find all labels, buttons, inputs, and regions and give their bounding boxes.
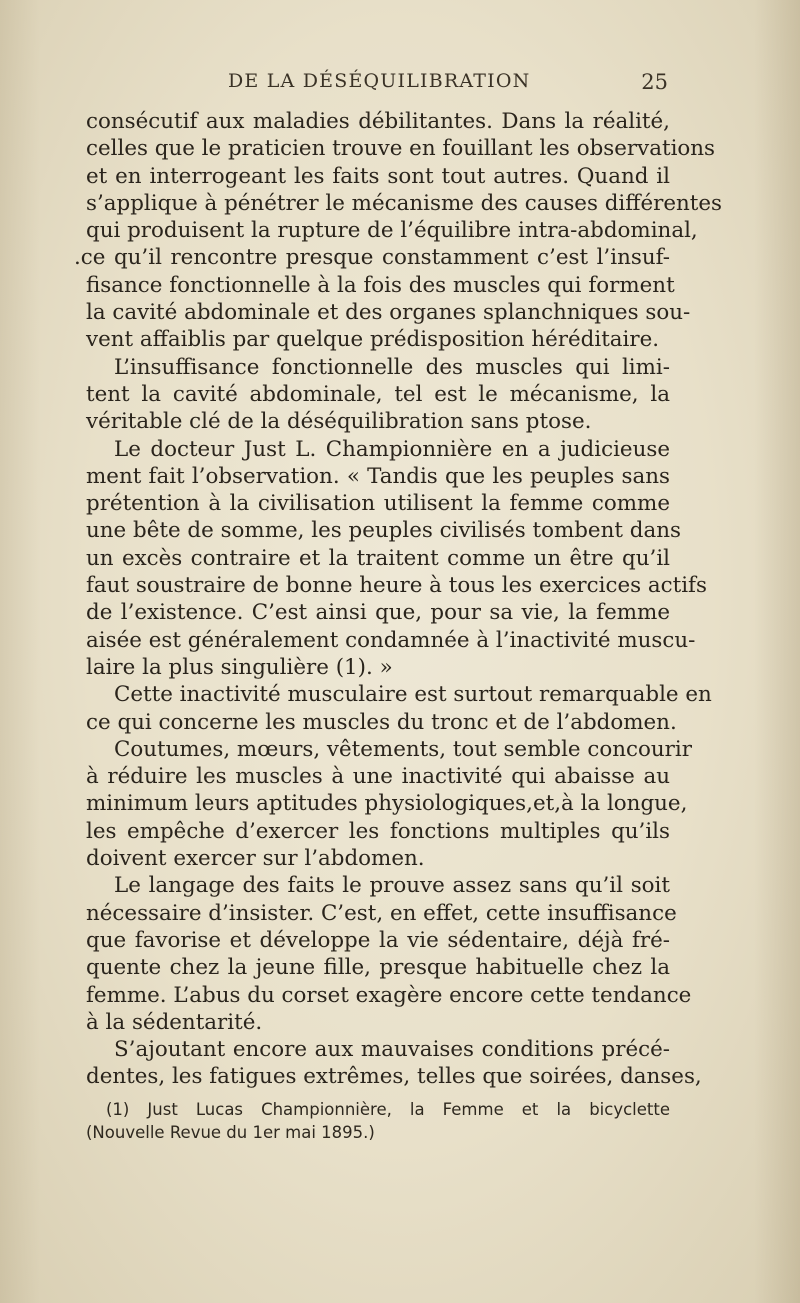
text-line: doivent exercer sur l’abdomen.	[86, 846, 425, 872]
text-line: nécessaire d’insister. C’est, en effet, cette insuffisance	[86, 900, 677, 926]
page-shadow-right	[754, 0, 800, 1303]
text-line: un excès contraire et la traitent comme un être qu’il	[86, 545, 670, 571]
text-line: de l’existence. C’est ainsi que, pour sa vie, la femme	[86, 600, 670, 626]
footnote	[86, 1098, 670, 1144]
text-line: s’applique à pénétrer le mécanisme des causes différentes	[86, 190, 723, 216]
text-line: à la sédentarité.	[86, 1009, 263, 1035]
text-line: aisée est généralement condamnée à l’inactivité muscu-	[86, 627, 696, 653]
footnote-line: (Nouvelle Revue du 1er mai 1895.)	[86, 1123, 375, 1142]
text-line: tent la cavité abdominale, tel est le mécanisme, la	[86, 381, 670, 407]
text-line: que favorise et développe la vie sédentaire, déjà fré-	[86, 927, 670, 953]
text-line: ment fait l’observation. « Tandis que les peuples sans	[86, 463, 670, 489]
text-line: véritable clé de la déséquilibration sans ptose.	[86, 409, 592, 435]
text-line: Cette inactivité musculaire est surtout remarquable en	[114, 682, 712, 708]
text-line: prétention à la civilisation utilisent la femme comme	[86, 491, 670, 517]
text-line: celles que le praticien trouve en fouillant les observations	[86, 136, 716, 162]
text-line: une bête de somme, les peuples civilisés tombent dans	[86, 518, 681, 544]
text-line: laire la plus singulière (1). »	[86, 654, 393, 680]
text-line: fisance fonctionnelle à la fois des muscles qui forment	[86, 272, 675, 298]
text-line: minimum leurs aptitudes physiologiques,et,à la longue,	[86, 791, 688, 817]
page-shadow-left	[0, 0, 40, 1303]
text-line: vent affaiblis par quelque prédisposition héréditaire.	[86, 327, 660, 353]
text-line: les empêche d’exercer les fonctions multiples qu’ils	[86, 818, 670, 844]
text-line: ce qui concerne les muscles du tronc et de l’abdomen.	[86, 709, 677, 735]
text-line: la cavité abdominale et des organes splanchniques sou-	[86, 300, 691, 326]
text-line: et en interrogeant les faits sont tout autres. Quand il	[86, 163, 670, 189]
text-line: femme. L’abus du corset exagère encore cette tendance	[86, 982, 692, 1008]
running-title: DE LA DÉSÉQUILIBRATION	[228, 70, 531, 92]
page-number: 25	[641, 70, 668, 94]
text-line: faut soustraire de bonne heure à tous les exercices actifs	[86, 573, 707, 599]
text-line: qui produisent la rupture de l’équilibre intra-abdominal,	[86, 218, 698, 244]
body-text	[74, 108, 723, 1091]
text-line: Le docteur Just L. Championnière en a judicieuse	[114, 436, 670, 462]
text-line: à réduire les muscles à une inactivité qui abaisse au	[86, 764, 670, 790]
text-line: quente chez la jeune fille, presque habituelle chez la	[86, 955, 670, 981]
text-line: S’ajoutant encore aux mauvaises conditions précé-	[114, 1037, 670, 1063]
text-line: Le langage des faits le prouve assez sans qu’il soit	[114, 873, 670, 899]
text-line: .ce qu’il rencontre presque constamment c’est l’insuf-	[74, 245, 670, 271]
text-line: consécutif aux maladies débilitantes. Dans la réalité,	[86, 109, 670, 134]
footnote-line: (1) Just Lucas Championnière, la Femme et la bicyclette	[106, 1100, 670, 1119]
text-line: dentes, les fatigues extrêmes, telles que soirées, danses,	[86, 1064, 702, 1090]
running-head	[228, 70, 668, 100]
text-line: Coutumes, mœurs, vêtements, tout semble concourir	[114, 736, 692, 762]
text-line: L’insuffisance fonctionnelle des muscles qui limi-	[114, 354, 670, 380]
